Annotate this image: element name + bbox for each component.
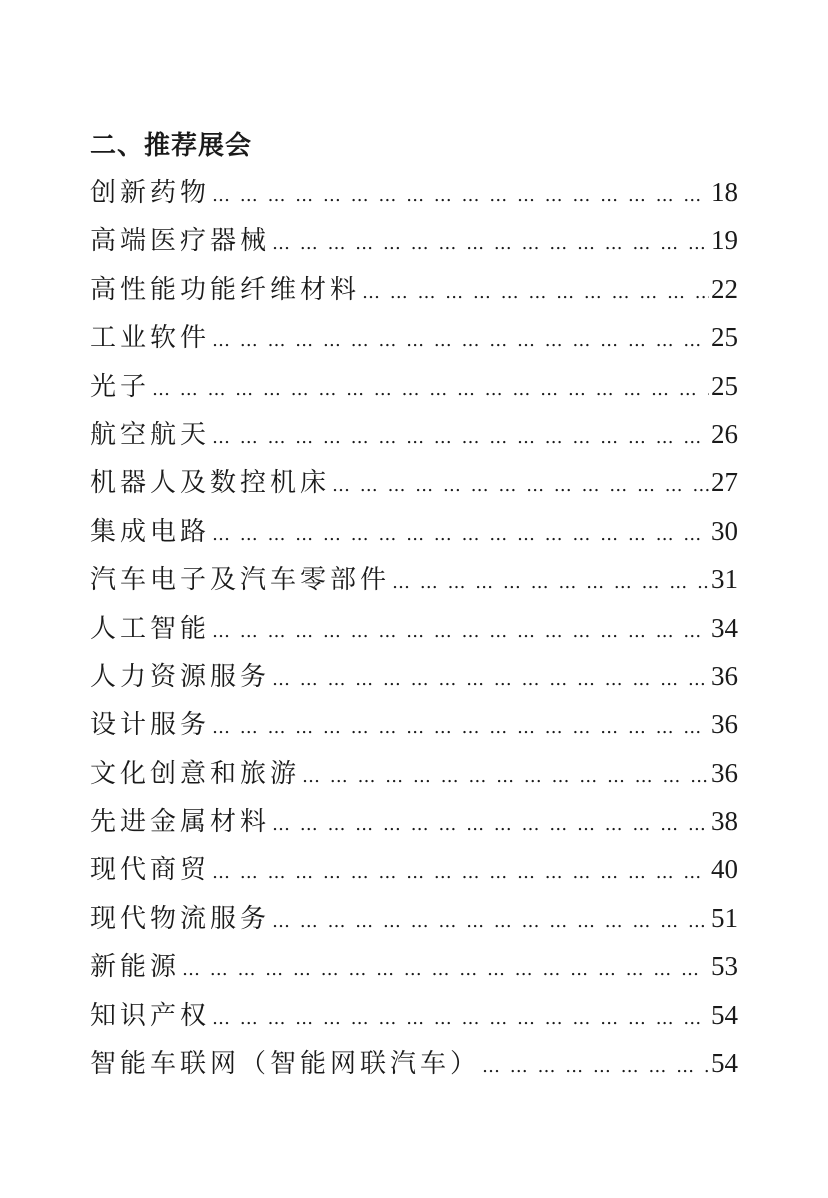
toc-entry[interactable] bbox=[90, 845, 738, 893]
toc-entry-title: 汽车电子及汽车零部件 bbox=[90, 565, 391, 596]
toc-entry-page-number: 51 bbox=[711, 902, 738, 933]
toc-entry-page-number: 31 bbox=[711, 564, 738, 595]
toc-entry-page-number: 36 bbox=[711, 757, 738, 788]
toc-entry-title: 现代商贸 bbox=[90, 855, 211, 886]
toc-entry-title: 人力资源服务 bbox=[90, 661, 271, 692]
toc-entry[interactable] bbox=[90, 749, 738, 797]
toc-entry-title: 创新药物 bbox=[90, 178, 211, 208]
toc-entry-page-number: 54 bbox=[711, 999, 738, 1030]
toc-entry[interactable] bbox=[90, 942, 738, 990]
toc-dot-leader bbox=[302, 753, 709, 797]
toc-dot-leader bbox=[212, 511, 709, 555]
toc-dot-leader bbox=[272, 656, 709, 700]
toc-entry-title: 光子 bbox=[90, 371, 151, 402]
toc-entry-page-number: 54 bbox=[711, 1048, 738, 1079]
toc-entry-title: 工业软件 bbox=[90, 323, 211, 354]
toc-dot-leader bbox=[152, 366, 709, 410]
toc-entry[interactable] bbox=[90, 555, 738, 603]
toc-entry[interactable] bbox=[90, 362, 738, 410]
toc-entry-page-number: 40 bbox=[711, 854, 738, 885]
toc-entry-title: 机器人及数控机床 bbox=[90, 468, 331, 499]
toc-entry-page-number: 38 bbox=[711, 806, 738, 837]
toc-entry[interactable] bbox=[90, 604, 738, 652]
toc-entry[interactable] bbox=[90, 216, 738, 264]
toc-dot-leader bbox=[482, 1043, 709, 1087]
toc-dot-leader bbox=[272, 801, 709, 845]
toc-entry[interactable] bbox=[90, 507, 738, 555]
toc-dot-leader bbox=[272, 898, 709, 942]
toc-dot-leader bbox=[182, 946, 709, 990]
toc-dot-leader bbox=[392, 559, 709, 603]
toc-entry-title: 现代物流服务 bbox=[90, 903, 271, 934]
toc-entry-title: 高性能功能纤维材料 bbox=[90, 274, 361, 305]
toc-dot-leader bbox=[212, 704, 709, 748]
toc-entry-title: 文化创意和旅游 bbox=[90, 758, 301, 789]
toc-entry-title: 航空航天 bbox=[90, 419, 211, 450]
toc-entry[interactable] bbox=[90, 652, 738, 700]
toc-page bbox=[90, 124, 738, 1087]
toc-entry-title: 先进金属材料 bbox=[90, 807, 271, 838]
toc-dot-leader bbox=[212, 995, 709, 1039]
toc-entry-page-number: 36 bbox=[711, 709, 738, 740]
toc-dot-leader bbox=[212, 608, 709, 652]
toc-dot-leader bbox=[212, 172, 709, 216]
toc-entry-page-number: 19 bbox=[711, 225, 738, 256]
toc-entry[interactable] bbox=[90, 410, 738, 458]
toc-entry[interactable] bbox=[90, 265, 738, 313]
toc-entry[interactable] bbox=[90, 700, 738, 748]
toc-entry[interactable] bbox=[90, 797, 738, 845]
toc-entry-page-number: 22 bbox=[711, 273, 738, 304]
toc-entry-title: 人工智能 bbox=[90, 613, 211, 644]
toc-entry-page-number: 36 bbox=[711, 660, 738, 691]
toc-entry-title: 智能车联网（智能网联汽车） bbox=[90, 1049, 481, 1080]
toc-entry-page-number: 25 bbox=[711, 370, 738, 401]
toc-list bbox=[90, 168, 738, 1087]
toc-entry-title: 新能源 bbox=[90, 952, 181, 983]
toc-dot-leader bbox=[332, 462, 709, 506]
toc-dot-leader bbox=[212, 414, 709, 458]
toc-entry-page-number: 53 bbox=[711, 951, 738, 982]
toc-entry-title: 设计服务 bbox=[90, 710, 211, 741]
toc-entry-page-number: 26 bbox=[711, 418, 738, 449]
toc-entry-page-number: 34 bbox=[711, 612, 738, 643]
toc-entry[interactable] bbox=[90, 991, 738, 1039]
toc-entry-title: 知识产权 bbox=[90, 1000, 211, 1031]
toc-entry[interactable] bbox=[90, 458, 738, 506]
toc-dot-leader bbox=[212, 849, 709, 893]
toc-entry-title: 集成电路 bbox=[90, 516, 211, 547]
toc-entry-page-number: 30 bbox=[711, 515, 738, 546]
section-title: 二、推荐展会 bbox=[90, 131, 253, 161]
toc-entry[interactable] bbox=[90, 313, 738, 361]
toc-entry[interactable] bbox=[90, 894, 738, 942]
toc-dot-leader bbox=[212, 317, 709, 361]
toc-entry-title: 高端医疗器械 bbox=[90, 226, 271, 257]
toc-entry-page-number: 25 bbox=[711, 322, 738, 353]
toc-entry[interactable] bbox=[90, 1039, 738, 1087]
toc-dot-leader bbox=[272, 220, 709, 264]
toc-entry-page-number: 27 bbox=[711, 467, 738, 498]
toc-entry-page-number: 18 bbox=[711, 177, 738, 207]
toc-entry[interactable] bbox=[90, 168, 738, 216]
toc-dot-leader bbox=[362, 269, 709, 313]
